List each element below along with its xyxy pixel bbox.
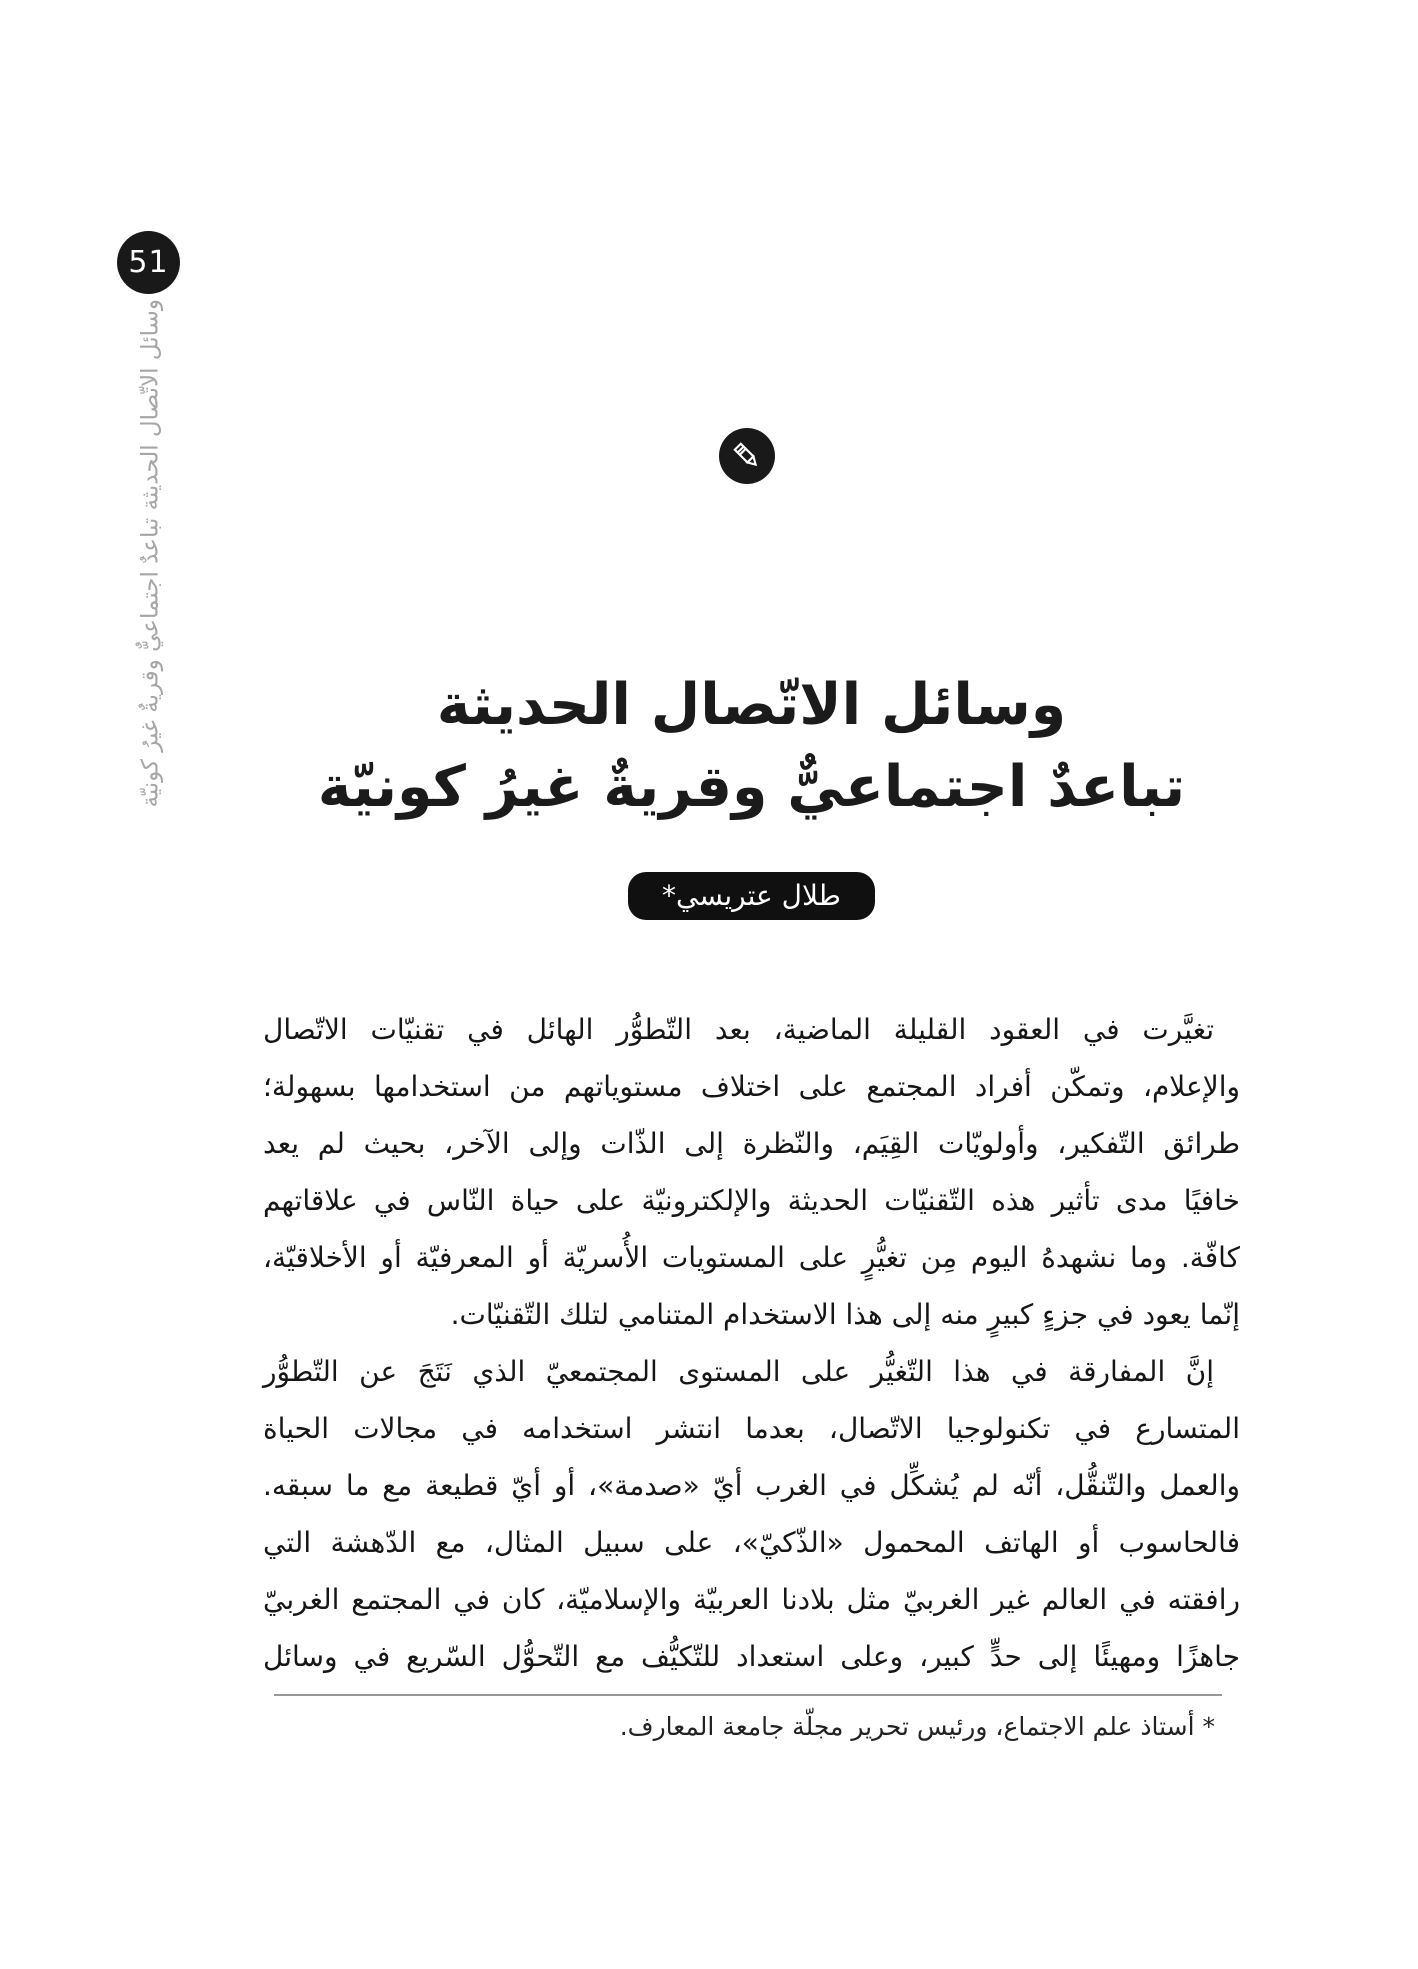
body-line: إنّما يعود في جزءٍ كبيرٍ منه إلى هذا الاستخدام المتنامي لتلك التّقنيّات. [450,1298,1240,1331]
article-title-line1: وسائل الاتّصال الحديثة [436,672,1067,738]
article-title [263,664,1240,828]
footnote-separator [274,1694,1222,1696]
author-badge-row [263,872,1240,920]
body-line: رافقته في العالم غير الغربيّ مثل بلادنا العربيّة والإسلاميّة، كان في المجتمع الغربيّ [263,1583,1240,1616]
author-badge: طلال عتريسي* [628,872,875,920]
article-body [263,1001,1240,1685]
pencil-icon [719,428,775,484]
page-number: 51 [128,245,169,280]
body-line: والإعلام، وتمكّن أفراد المجتمع على اختلاف مستوياتهم من استخدامها بسهولة؛ [263,1070,1240,1103]
body-line: خافيًا مدى تأثير هذه التّقنيّات الحديثة والإلكترونيّة على حياة النّاس في علاقاتهم [263,1184,1240,1217]
pencil-icon-glyph [730,439,764,473]
footnote: * أستاذ علم الاجتماع، ورئيس تحرير مجلّة جامعة المعارف. [619,1712,1215,1741]
body-line: جاهزًا ومهيئًا إلى حدٍّ كبير، وعلى استعداد للتّكيُّف مع التّحوُّل السّريع في وسائل [263,1640,1240,1673]
body-line: إنَّ المفارقة في هذا التّغيُّر على المستوى المجتمعيّ الذي نَتَجَ عن التّطوُّر [263,1355,1214,1388]
article-title-line2: تباعدٌ اجتماعيٌّ وقريةٌ غيرُ كونيّة [317,754,1186,820]
margin-running-title-text: وسائل الاتّصال الحديثة تباعدٌ اجتماعيٌّ وقريةٌ غيرُ كونيّة [138,299,164,808]
body-line: تغيَّرت في العقود القليلة الماضية، بعد التّطوُّر الهائل في تقنيّات الاتّصال [263,1013,1214,1046]
body-line: فالحاسوب أو الهاتف المحمول «الذّكيّ»، على سبيل المثال، مع الدّهشة التي [263,1526,1240,1559]
body-line: طرائق التّفكير، وأولويّات القِيَم، والنّظرة إلى الذّات وإلى الآخر، بحيث لم يعد [263,1127,1240,1160]
body-line: المتسارع في تكنولوجيا الاتّصال، بعدما انتشر استخدامه في مجالات الحياة [263,1412,1240,1445]
page-number-badge [117,231,180,294]
body-line: والعمل والتّنقُّل، أنّه لم يُشكِّل في الغرب أيّ «صدمة»، أو أيّ قطيعة مع ما سبقه. [263,1469,1240,1502]
body-line: كافّة. وما نشهدهُ اليوم مِن تغيُّرٍ على المستويات الأُسريّة أو المعرفيّة أو الأخلاقيّة، [263,1241,1240,1274]
